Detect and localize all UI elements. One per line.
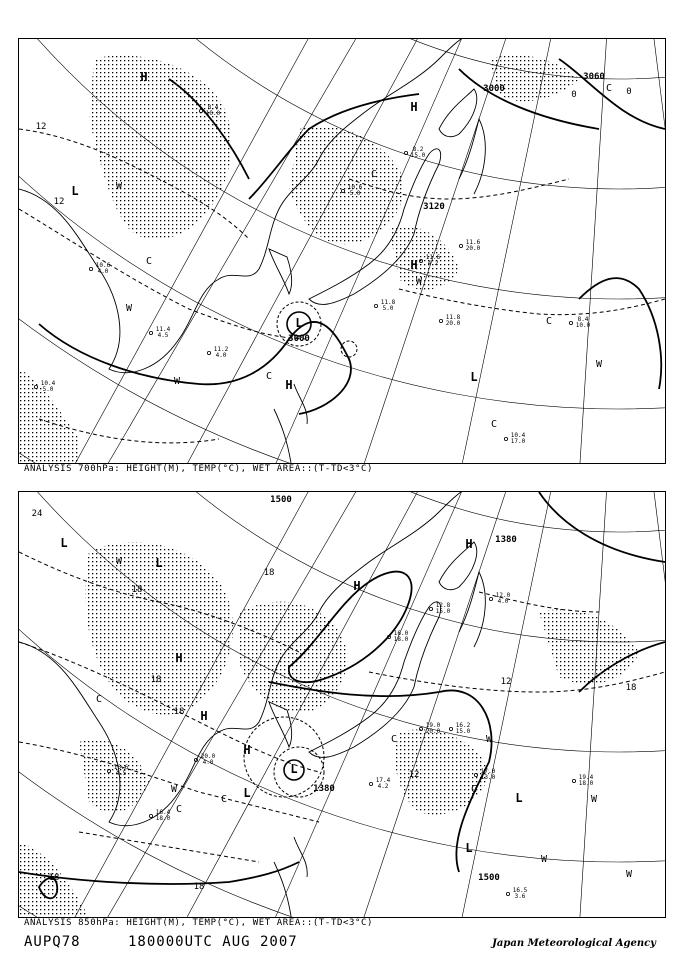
- isotherm-label: [174, 707, 185, 717]
- isotherm-label: [264, 568, 275, 578]
- temp-center-w-line: W: [115, 556, 123, 567]
- temp-center-w-line: W: [485, 734, 493, 745]
- meridian-line: [649, 492, 665, 917]
- temp-center-c-line: C: [605, 83, 613, 94]
- isotherm-label-line: 0: [571, 90, 577, 100]
- temp-center-w: [591, 794, 598, 805]
- temp-center-w-line: W: [115, 181, 123, 192]
- station-value-line: 18.0: [393, 636, 409, 643]
- pressure-center-h-line: H: [410, 100, 418, 114]
- temp-center-w: [174, 376, 181, 387]
- station-value-line: 20.0: [425, 728, 441, 735]
- pressure-center-l-line: L: [243, 786, 251, 800]
- meridian-line: [579, 39, 609, 463]
- isotherm-label: [571, 90, 576, 100]
- pressure-center-h-line: H: [243, 743, 251, 757]
- pressure-center-h: [410, 100, 417, 114]
- station-value-line: 19.0: [425, 722, 441, 729]
- isotherm-label: [54, 197, 65, 207]
- coastline-korea: [269, 249, 292, 294]
- map-panel-700hpa: [18, 38, 666, 464]
- isotherm-label-line: 12: [500, 677, 512, 687]
- station-value-line: 4.0: [97, 268, 109, 275]
- contour-label-line: 3120: [423, 202, 445, 212]
- cyclone-ring: [244, 717, 324, 797]
- temp-center-c: [146, 256, 152, 267]
- station-value: [513, 887, 528, 900]
- pressure-center-h-line: H: [175, 651, 183, 665]
- pressure-center-l-line: L: [470, 370, 478, 384]
- station-value-line: 4.2: [427, 260, 439, 267]
- station-marker: [439, 319, 442, 322]
- pressure-center-l: [290, 762, 297, 776]
- station-marker: [506, 892, 509, 895]
- agency-name: Japan Meteorological Agency: [492, 938, 656, 949]
- wet-area: [539, 609, 639, 683]
- pressure-center-l-line: L: [295, 316, 303, 330]
- contour-label: [270, 495, 292, 505]
- station-value: [426, 722, 441, 735]
- station-value-line: 10.6: [95, 262, 111, 269]
- wet-area: [489, 55, 579, 101]
- station-value: [579, 774, 594, 787]
- temp-center-c: [221, 794, 227, 805]
- station-value-line: 17.4: [375, 777, 391, 784]
- contour-label: [423, 202, 445, 212]
- contour-label: [483, 84, 505, 94]
- pressure-center-l-line: L: [465, 841, 473, 855]
- station-value-line: 11.4: [155, 326, 171, 333]
- pressure-center-l: [465, 841, 472, 855]
- pressure-center-h-line: H: [285, 378, 293, 392]
- temp-center-w: [626, 869, 633, 880]
- isotherm-label: [501, 677, 512, 687]
- isotherm-label: [49, 873, 60, 883]
- isotherm-label: [132, 585, 143, 595]
- station-marker: [369, 782, 372, 785]
- station-value-line: 20.0: [445, 320, 461, 327]
- station-value: [511, 432, 526, 445]
- isotherm-label-line: 12: [408, 770, 420, 780]
- station-value-line: 12.8: [435, 602, 451, 609]
- station-value: [214, 346, 229, 359]
- temp-center-c-line: C: [95, 694, 103, 705]
- pressure-center-l-line: L: [290, 762, 298, 776]
- pressure-center-h-line: H: [140, 70, 148, 84]
- station-value: [156, 326, 171, 339]
- pressure-center-h-line: H: [465, 537, 473, 551]
- contour-label: [583, 72, 605, 82]
- weather-chart-700hpa: [19, 39, 665, 463]
- pressure-center-l: [470, 370, 477, 384]
- temp-center-w: [541, 854, 548, 865]
- temp-center-w: [416, 276, 423, 287]
- isotherm: [399, 289, 665, 315]
- station-value-line: 10.4: [40, 380, 56, 387]
- contour-label: [313, 784, 335, 794]
- station-value: [376, 777, 391, 790]
- station-marker: [449, 727, 452, 730]
- station-value: [456, 722, 471, 735]
- wet-area: [239, 602, 347, 713]
- station-value: [96, 262, 111, 275]
- coastline-taiwan-philippines: [274, 384, 307, 463]
- isotherm-label-line: 18: [625, 683, 637, 693]
- station-value-line: 11.6: [465, 239, 481, 246]
- station-value-line: 17.0: [480, 768, 496, 775]
- station-value-line: 5.0: [349, 190, 361, 197]
- isotherm-label-line: 18: [150, 675, 162, 685]
- station-marker: [89, 267, 92, 270]
- temp-center-c: [96, 694, 102, 705]
- station-value-line: 11.6: [425, 254, 441, 261]
- isotherm-label-line: 18: [173, 707, 185, 717]
- pressure-center-h: [175, 651, 182, 665]
- station-value: [411, 146, 426, 159]
- station-value: [426, 254, 441, 267]
- station-value-line: 8.4: [577, 316, 589, 323]
- station-value-line: 4.0: [202, 759, 214, 766]
- isotherm-label-line: 18: [131, 585, 143, 595]
- station-value: [496, 592, 511, 605]
- isotherm-label-line: 12: [35, 122, 47, 132]
- station-value-line: 5.0: [382, 305, 394, 312]
- station-value-line: 16.5: [512, 887, 528, 894]
- station-value-line: 16.6: [113, 764, 129, 771]
- chart-code: AUPQ78: [24, 934, 81, 950]
- temp-center-c-line: C: [220, 794, 228, 805]
- isotherm-label: [626, 87, 631, 97]
- pressure-center-l: [295, 316, 302, 330]
- height-contour: [539, 492, 665, 562]
- contour-label-line: 3000: [483, 84, 505, 94]
- station-value-line: 15.0: [455, 728, 471, 735]
- station-value-line: 17.0: [510, 438, 526, 445]
- station-value: [156, 809, 171, 822]
- station-marker: [207, 351, 210, 354]
- station-value: [41, 380, 56, 393]
- station-value-line: 11.2: [213, 346, 229, 353]
- pressure-center-h-line: H: [200, 709, 208, 723]
- temp-center-c-line: C: [265, 371, 273, 382]
- pressure-center-h: [200, 709, 207, 723]
- station-value-line: 20.0: [465, 245, 481, 252]
- station-marker: [569, 321, 572, 324]
- contour-label-line: 1380: [495, 535, 517, 545]
- station-value-line: 10.0: [575, 322, 591, 329]
- station-value: [381, 299, 396, 312]
- temp-center-c-line: C: [145, 256, 153, 267]
- station-value-line: 10.0: [205, 110, 221, 117]
- station-value: [394, 630, 409, 643]
- temp-center-c-line: C: [175, 804, 183, 815]
- pressure-center-l-line: L: [155, 556, 163, 570]
- station-value-line: 4.0: [497, 598, 509, 605]
- isotherm-label: [194, 882, 205, 892]
- isotherm-label-line: 18: [48, 873, 60, 883]
- station-value-line: 16.0: [393, 630, 409, 637]
- temp-center-c-line: C: [470, 784, 478, 795]
- panel-caption-700hpa: ANALYSIS 700hPa: HEIGHT(M), TEMP(°C), WET AREA::(T-TD<3°C): [24, 464, 374, 474]
- pressure-center-l-line: L: [60, 536, 68, 550]
- station-marker: [489, 597, 492, 600]
- isotherm-label: [409, 770, 420, 780]
- station-value-line: 4.5: [115, 770, 127, 777]
- station-value-line: 12.0: [495, 592, 511, 599]
- contour-label-line: 3000: [288, 334, 310, 344]
- temp-center-c: [491, 419, 497, 430]
- weather-chart-850hpa: [19, 492, 665, 917]
- pressure-center-h-line: H: [353, 579, 361, 593]
- coastline-hokkaido: [439, 89, 477, 137]
- station-value: [436, 602, 451, 615]
- station-marker: [572, 779, 575, 782]
- temp-center-w: [126, 303, 133, 314]
- isotherm-label-line: 18: [263, 568, 275, 578]
- station-value-line: 20.0: [200, 753, 216, 760]
- pressure-center-h: [465, 537, 472, 551]
- temp-center-w-line: W: [590, 794, 598, 805]
- station-value-line: 18.0: [155, 815, 171, 822]
- valid-time: 180000UTC AUG 2007: [128, 934, 298, 950]
- meridian-line: [579, 492, 609, 917]
- pressure-center-l-line: L: [71, 184, 79, 198]
- station-value-line: 5.0: [42, 386, 54, 393]
- coastline-taiwan-philippines: [274, 837, 307, 916]
- station-value: [206, 104, 221, 117]
- pressure-center-h: [410, 258, 417, 272]
- contour-label: [495, 535, 517, 545]
- isotherm-label-line: 24: [31, 509, 43, 519]
- temp-center-w-line: W: [125, 303, 133, 314]
- isotherm-label-line: 12: [53, 197, 65, 207]
- temp-center-c: [266, 371, 272, 382]
- contour-label-line: 1500: [478, 873, 500, 883]
- station-value: [446, 314, 461, 327]
- station-value-line: 16.2: [455, 722, 471, 729]
- map-panel-850hpa: [18, 491, 666, 918]
- pressure-center-l: [515, 791, 522, 805]
- temp-center-w: [116, 556, 123, 567]
- temp-center-c: [371, 169, 377, 180]
- isotherm-label: [626, 683, 637, 693]
- temp-center-c: [546, 316, 552, 327]
- temp-center-c-line: C: [545, 316, 553, 327]
- isotherm-label: [36, 122, 47, 132]
- temp-center-c: [391, 734, 397, 745]
- station-value-line: 10.6: [347, 184, 363, 191]
- isotherm-label-line: 0: [626, 87, 632, 97]
- pressure-center-h: [140, 70, 147, 84]
- pressure-center-l: [71, 184, 78, 198]
- pressure-center-l: [60, 536, 67, 550]
- station-value: [481, 768, 496, 781]
- station-value: [348, 184, 363, 197]
- station-value: [201, 753, 216, 766]
- height-contour: [579, 278, 661, 389]
- pressure-center-h: [243, 743, 250, 757]
- latitude-line: [59, 492, 665, 532]
- temp-center-c: [471, 784, 477, 795]
- temp-center-c-line: C: [390, 734, 398, 745]
- station-value: [466, 239, 481, 252]
- pressure-center-h: [285, 378, 292, 392]
- wet-area: [89, 55, 231, 239]
- temp-center-c-line: C: [370, 169, 378, 180]
- wet-area: [289, 126, 403, 244]
- temp-center-w-line: W: [415, 276, 423, 287]
- meridian-line: [649, 39, 665, 463]
- temp-center-w-line: W: [625, 869, 633, 880]
- station-value: [114, 764, 129, 777]
- station-value-line: 18.0: [578, 780, 594, 787]
- station-marker: [504, 437, 507, 440]
- station-value-line: 11.8: [445, 314, 461, 321]
- station-value-line: 15.0: [435, 608, 451, 615]
- station-value-line: 19.4: [578, 774, 594, 781]
- pressure-center-h: [353, 579, 360, 593]
- station-value-line: 4.2: [377, 783, 389, 790]
- panel-caption-850hpa: ANALYSIS 850hPa: HEIGHT(M), TEMP(°C), WET AREA::(T-TD<3°C): [24, 918, 374, 928]
- temp-center-c-line: C: [490, 419, 498, 430]
- pressure-center-l: [155, 556, 162, 570]
- temp-center-w: [486, 734, 493, 745]
- temp-center-c: [606, 83, 612, 94]
- station-value-line: 8.2: [412, 146, 424, 153]
- station-value: [576, 316, 591, 329]
- isotherm: [79, 832, 259, 862]
- station-value-line: 3.6: [514, 893, 526, 900]
- temp-center-w: [116, 181, 123, 192]
- station-marker: [149, 814, 152, 817]
- station-value-line: 10.4: [510, 432, 526, 439]
- pressure-center-l-line: L: [515, 791, 523, 805]
- temp-center-w-line: W: [595, 359, 603, 370]
- isotherm-label-line: 18: [193, 882, 205, 892]
- station-value-line: 4.5: [157, 332, 169, 339]
- pressure-center-l: [243, 786, 250, 800]
- temp-center-w-line: W: [173, 376, 181, 387]
- contour-label-line: 1500: [270, 495, 292, 505]
- isotherm-label: [32, 509, 43, 519]
- isotherm-label: [151, 675, 162, 685]
- station-value-line: 11.8: [380, 299, 396, 306]
- contour-label: [288, 334, 310, 344]
- station-value-line: 15.0: [410, 152, 426, 159]
- station-marker: [374, 304, 377, 307]
- temp-center-w: [171, 784, 178, 795]
- temp-center-w: [596, 359, 603, 370]
- station-marker: [459, 244, 462, 247]
- station-marker: [429, 607, 432, 610]
- temp-center-c: [176, 804, 182, 815]
- contour-label-line: 3060: [583, 72, 605, 82]
- pressure-center-h-line: H: [410, 258, 418, 272]
- station-value-line: 16.4: [155, 809, 171, 816]
- station-value-line: 8.4: [207, 104, 219, 111]
- contour-label: [478, 873, 500, 883]
- temp-center-w-line: W: [540, 854, 548, 865]
- station-value-line: 13.0: [480, 774, 496, 781]
- station-value-line: 4.0: [215, 352, 227, 359]
- station-marker: [149, 331, 152, 334]
- temp-center-w-line: W: [170, 784, 178, 795]
- contour-label-line: 1380: [313, 784, 335, 794]
